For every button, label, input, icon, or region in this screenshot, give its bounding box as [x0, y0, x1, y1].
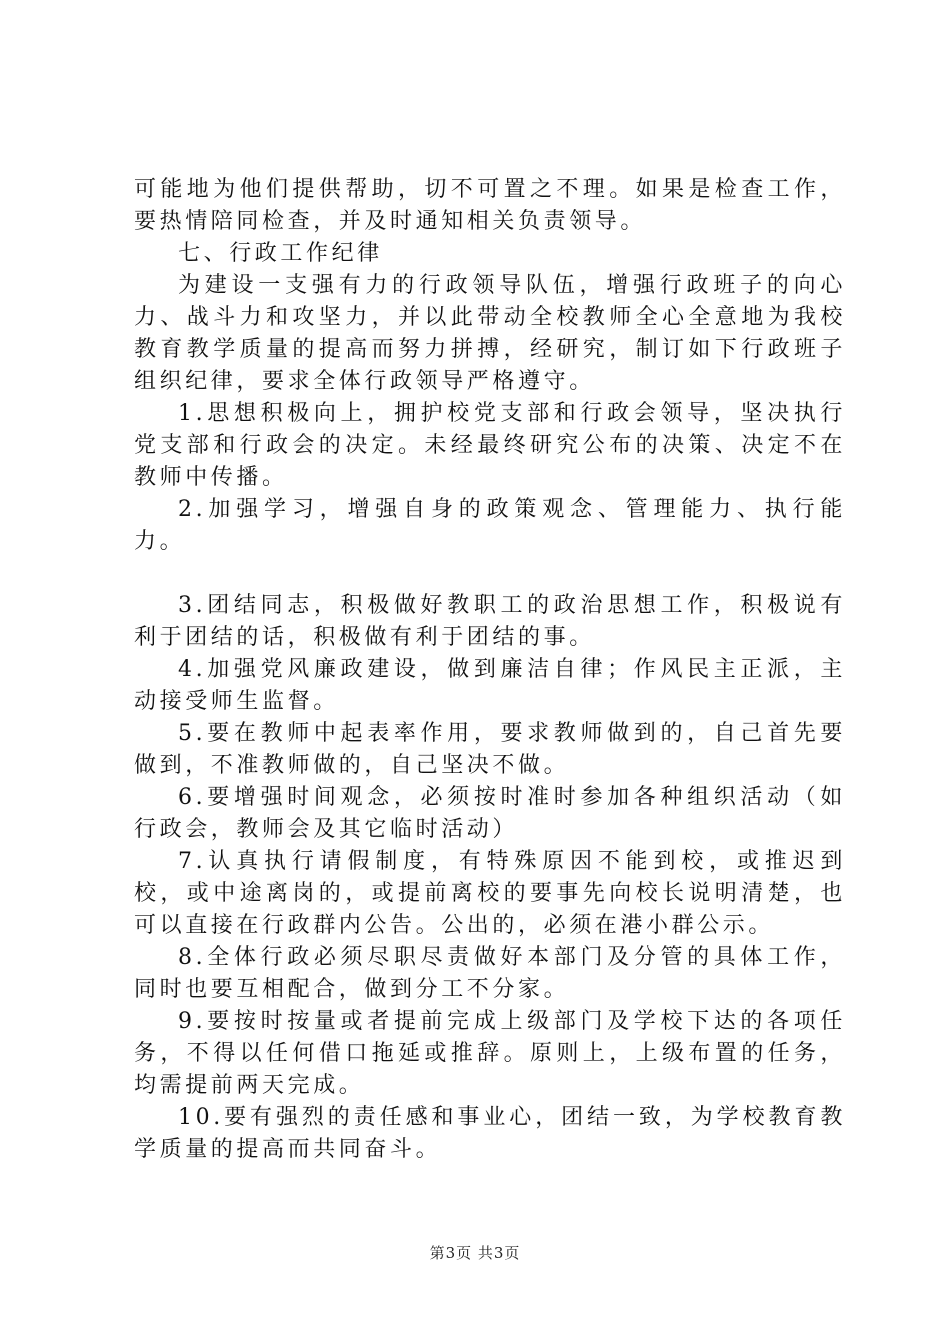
- paragraph-intro: 为建设一支强有力的行政领导队伍，增强行政班子的向心力、战斗力和攻坚力，并以此带动全校教师全心全意地为我校教育教学质量的提高而努力拼搏，经研究，制订如下行政班子组织纪律，要求全体行政领导严格遵守。: [134, 273, 846, 394]
- page-number-footer: 第3页 共3页: [429, 1244, 521, 1262]
- list-item-7: 7.认真执行请假制度，有特殊原因不能到校，或推迟到校，或中途离岗的，或提前离校的要事先向校长说明清楚，也可以直接在行政群内公告。公出的，必须在港小群公示。: [134, 849, 846, 938]
- list-item-3: 3.团结同志，积极做好教职工的政治思想工作，积极说有利于团结的话，积极做有利于团结的事。: [134, 593, 846, 650]
- list-item-4: 4.加强党风廉政建设，做到廉洁自律；作风民主正派，主动接受师生监督。: [134, 657, 846, 714]
- list-item-5: 5.要在教师中起表率作用，要求教师做到的，自己首先要做到，不准教师做的，自己坚决不做。: [134, 721, 846, 778]
- list-item-2: 2.加强学习，增强自身的政策观念、管理能力、执行能力。: [134, 497, 846, 554]
- list-item-8: 8.全体行政必须尽职尽责做好本部门及分管的具体工作，同时也要互相配合，做到分工不分家。: [134, 945, 846, 1002]
- list-item-6: 6.要增强时间观念，必须按时准时参加各种组织活动（如行政会，教师会及其它临时活动）: [134, 785, 846, 842]
- document-body: [134, 174, 846, 1166]
- list-item-1: 1.思想积极向上，拥护校党支部和行政会领导，坚决执行党支部和行政会的决定。未经最终研究公布的决策、决定不在教师中传播。: [134, 401, 846, 490]
- list-item-10: 10.要有强烈的责任感和事业心，团结一致，为学校教育教学质量的提高而共同奋斗。: [134, 1105, 846, 1162]
- list-item-9: 9.要按时按量或者提前完成上级部门及学校下达的各项任务，不得以任何借口拖延或推辞。原则上，上级布置的任务，均需提前两天完成。: [134, 1009, 846, 1098]
- paragraph-continuation: 可能地为他们提供帮助，切不可置之不理。如果是检查工作，要热情陪同检查，并及时通知相关负责领导。: [134, 177, 846, 234]
- section-heading: 七、行政工作纪律: [178, 241, 383, 266]
